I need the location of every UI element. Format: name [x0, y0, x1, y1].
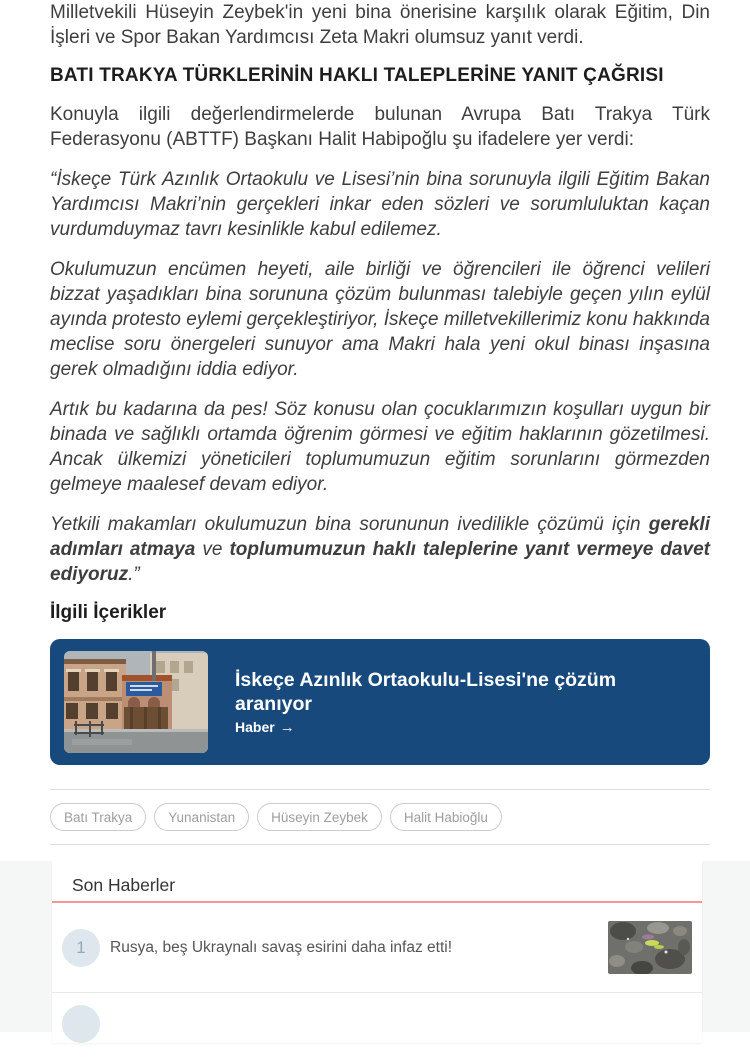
- related-card-title: İskeçe Azınlık Ortaokulu-Lisesi'ne çözüm aranıyor: [235, 669, 617, 715]
- cta-label: Haber: [235, 719, 275, 735]
- emphasized-phrase: toplumumuzun haklı taleplerine yanıt vermeye davet ediyoruz: [50, 539, 711, 585]
- related-news-card[interactable]: [50, 639, 710, 765]
- quote-paragraph-4: [50, 512, 710, 587]
- quote-lead-text: Yetkili makamları okulumuzun bina sorununun ivedilikle çözümü için: [50, 514, 649, 535]
- article-intro: Milletvekili Hüseyin Zeybek'in yeni bina önerisine karşılık olarak Eğitim, Din İşleri ve Spor Bakan Yardımcısı Zeta Makri olumsuz yanıt verdi.: [50, 2, 710, 48]
- news-item-title: Rusya, beş Ukraynalı savaş esirini daha infaz etti!: [110, 938, 453, 956]
- attribution-paragraph: Konuyla ilgili değerlendirmelerde bulunan Avrupa Batı Trakya Türk Federasyonu (ABTTF) Başkanı Halit Habipoğlu şu ifadelere yer verdi:: [50, 104, 710, 150]
- news-list-item[interactable]: [52, 903, 702, 992]
- tag-pill-halit-habioglu[interactable]: Halit Habioğlu: [390, 803, 502, 831]
- quote-end-text: .”: [128, 564, 140, 585]
- arrow-right-icon: →: [279, 719, 295, 736]
- related-card-text: [235, 668, 696, 736]
- latest-news-card: [52, 861, 702, 1043]
- rank-badge: 1: [62, 929, 100, 967]
- latest-news-heading: Son Haberler: [72, 875, 176, 895]
- divider: [50, 789, 710, 790]
- quote-paragraph-1: “İskeçe Türk Azınlık Ortaokulu ve Lisesi’nin bina sorunuyla ilgili Eğitim Bakan Yardımcısı Makri’nin gerçekleri inkar eden sözleri ve sorumluluktan kaçan vurdumduymaz tavrı kesinlikle kabul edilemez.: [50, 169, 710, 240]
- quote-paragraph-2: Okulumuzun encümen heyeti, aile birliği ve öğrencileri ile öğrenci velileri bizzat yaşadıkları bina sorununa çözüm bulunması talebiyle geçen yılın eylül ayında protesto eylemi gerçekleştiriyor, İskeçe milletvekillerimiz konu hakkında meclise soru önergeleri sunuyor ama Makri hala yeni okul binası inşasına gerek olmadığını iddia ediyor.: [50, 259, 710, 380]
- quote-mid-text: ve: [195, 539, 230, 560]
- related-card-cta: [235, 719, 696, 736]
- tags-row: [50, 803, 710, 831]
- latest-news-section: [0, 861, 750, 1032]
- quote-paragraph-3: Artık bu kadarına da pes! Söz konusu olan çocuklarımızın koşulları uygun bir binada ve sağlıklı ortamda öğrenim görmesi ve eğitim haklarının gözetilmesi. Ancak ülkemizi yöneticileri toplumumuzun eğitim sorunlarını görmezden gelmeye maalesef devam ediyor.: [50, 399, 710, 495]
- related-content-heading: İlgili İçerikler: [50, 602, 167, 623]
- tag-pill-yunanistan[interactable]: Yunanistan: [154, 803, 249, 831]
- rank-badge: [62, 1005, 100, 1043]
- news-thumbnail: [608, 921, 692, 974]
- section-heading: BATI TRAKYA TÜRKLERİNİN HAKLI TALEPLERİNE YANIT ÇAĞRISI: [50, 65, 664, 86]
- news-list-item[interactable]: [52, 993, 702, 1043]
- tag-pill-bati-trakya[interactable]: Batı Trakya: [50, 803, 146, 831]
- emphasized-phrase: gerekli adımları atmaya: [50, 514, 710, 560]
- tag-pill-huseyin-zeybek[interactable]: Hüseyin Zeybek: [257, 803, 382, 831]
- divider: [50, 844, 710, 845]
- school-building-image: [64, 651, 208, 753]
